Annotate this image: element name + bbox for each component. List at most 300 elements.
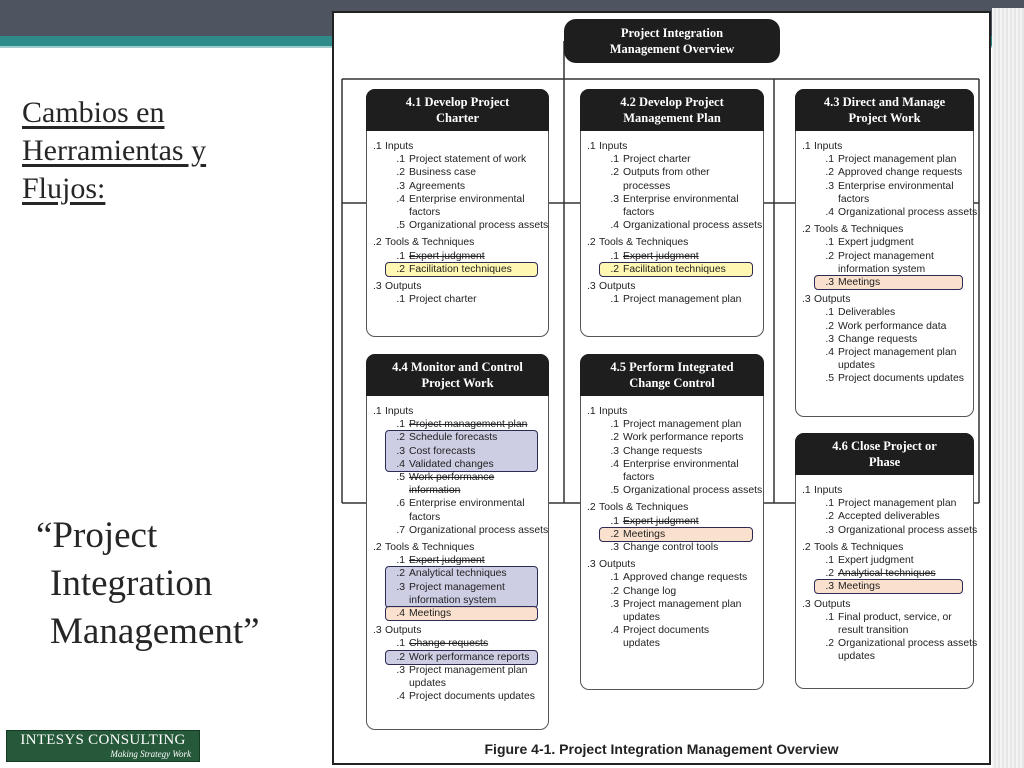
process-item — [587, 431, 759, 444]
process-item — [802, 554, 969, 567]
process-item — [802, 567, 969, 580]
process-item — [373, 567, 544, 580]
process-title-line: 4.4 Monitor and Control — [392, 360, 523, 374]
section-label: Tools & Techniques — [814, 224, 904, 236]
item-number: .2 — [825, 638, 834, 650]
process-item — [587, 219, 763, 232]
item-number: .3 — [825, 524, 834, 536]
process-item-line — [373, 263, 544, 276]
process-item-line — [587, 263, 759, 276]
process-item — [587, 515, 759, 528]
item-number: .2 — [610, 585, 619, 597]
item-text: Project management plan — [623, 598, 742, 610]
item-number: .3 — [825, 333, 834, 345]
process-item-line — [373, 651, 544, 664]
process-item — [587, 484, 763, 497]
item-number: .3 — [610, 598, 619, 610]
item-number: .2 — [396, 651, 405, 663]
item-number: .3 — [825, 180, 834, 192]
item-number: .2 — [825, 568, 834, 580]
item-number: .2 — [396, 167, 405, 179]
section-heading — [587, 405, 759, 418]
process-title — [366, 354, 549, 396]
item-number: .1 — [610, 250, 619, 262]
process-item — [373, 431, 544, 444]
process-item — [373, 250, 544, 263]
item-number: .3 — [396, 664, 405, 676]
slide-title-line: Herramientas y — [22, 134, 207, 167]
item-text: Cost forecasts — [409, 445, 476, 457]
process-item-line — [587, 219, 763, 232]
process-item-line — [373, 166, 544, 179]
item-number: .4 — [610, 220, 619, 232]
process-item — [587, 541, 759, 554]
item-text: factors — [409, 511, 441, 523]
item-number: .1 — [610, 515, 619, 527]
item-number: .1 — [825, 154, 834, 166]
quote-line: Integration — [50, 563, 213, 604]
section-label: Outputs — [814, 598, 851, 610]
section-label: Tools & Techniques — [814, 541, 904, 553]
item-text: Project statement of work — [409, 154, 527, 166]
item-text: Organizational process assets — [409, 524, 549, 536]
process-item-line — [587, 528, 759, 541]
process-item-line — [373, 484, 544, 497]
item-number: .4 — [825, 207, 834, 219]
item-text: Meetings — [838, 277, 881, 289]
section-heading — [587, 140, 759, 153]
item-text: Expert judgment — [409, 555, 485, 567]
section-label: Outputs — [814, 294, 851, 306]
section-number: .1 — [802, 141, 811, 152]
process-item-line — [587, 484, 763, 497]
process-item — [587, 250, 759, 263]
section-label: Outputs — [385, 281, 422, 293]
item-number: .2 — [396, 568, 405, 580]
item-text: Project charter — [409, 294, 477, 306]
item-number: .3 — [396, 445, 405, 457]
section-number: .3 — [373, 281, 382, 293]
item-text: Meetings — [409, 608, 452, 620]
section-heading — [802, 223, 969, 236]
item-text: Project documents — [623, 625, 710, 637]
process-item — [802, 180, 969, 206]
item-text: Approved change requests — [623, 572, 748, 584]
process-title-line: 4.5 Perform Integrated — [610, 360, 734, 374]
process-item — [373, 664, 544, 690]
process-title — [795, 89, 974, 131]
process-item-line — [587, 624, 759, 637]
process-box — [366, 354, 549, 730]
process-item — [373, 524, 549, 537]
item-number: .1 — [396, 294, 405, 306]
process-item-line — [373, 153, 544, 166]
item-text: factors — [623, 207, 655, 219]
item-number: .4 — [396, 193, 405, 205]
section-number: .2 — [587, 502, 596, 514]
process-box — [795, 433, 978, 689]
process-item-line — [373, 206, 544, 219]
item-text: updates — [838, 360, 875, 372]
process-item-line — [373, 554, 544, 567]
process-item — [587, 166, 759, 192]
process-item — [373, 263, 544, 276]
item-text: Organizational process assets — [623, 220, 763, 232]
item-text: Project management plan — [409, 664, 528, 676]
item-number: .2 — [825, 167, 834, 179]
section-label: Inputs — [599, 406, 628, 417]
item-text: Project documents updates — [409, 691, 535, 703]
item-number: .1 — [610, 419, 619, 431]
section-heading — [587, 280, 759, 293]
integration-overview-figure — [332, 11, 991, 765]
item-text: Change requests — [623, 445, 703, 457]
item-text: Change requests — [409, 638, 489, 650]
overview-title-line: Management Overview — [609, 42, 735, 56]
section-number: .3 — [587, 281, 596, 293]
process-item — [587, 458, 759, 484]
process-item-line — [802, 193, 969, 206]
slide-title-line: Flujos: — [22, 172, 106, 205]
item-number: .3 — [610, 445, 619, 457]
section-heading — [373, 140, 544, 153]
process-item-line — [587, 585, 759, 598]
process-item-line — [587, 637, 759, 650]
section-number: .1 — [587, 406, 596, 417]
item-number: .5 — [610, 485, 619, 497]
item-number: .4 — [825, 347, 834, 359]
process-item — [373, 690, 544, 703]
process-item-line — [373, 458, 544, 471]
item-text: result transition — [838, 625, 909, 637]
item-number: .3 — [610, 193, 619, 205]
process-item-line — [373, 293, 544, 306]
item-number: .2 — [610, 167, 619, 179]
process-item — [802, 236, 969, 249]
item-number: .2 — [610, 528, 619, 540]
item-text: Project management plan — [838, 347, 957, 359]
process-item — [802, 637, 978, 663]
process-item-line — [587, 471, 759, 484]
process-item-line — [802, 166, 969, 179]
process-item-line — [373, 567, 544, 580]
process-item-line — [587, 180, 759, 193]
process-item — [587, 528, 759, 541]
section-label: Tools & Techniques — [599, 502, 689, 514]
process-item-line — [587, 571, 759, 584]
process-item — [802, 497, 969, 510]
process-item-line — [587, 206, 759, 219]
process-item-line — [373, 664, 544, 677]
section-number: .2 — [587, 237, 596, 249]
item-text: Project management plan — [838, 154, 957, 166]
process-item-line — [373, 445, 544, 458]
item-text: Project management — [409, 581, 505, 593]
process-item-line — [587, 193, 759, 206]
process-item-line — [587, 515, 759, 528]
item-text: Project management plan — [838, 498, 957, 510]
item-text: Accepted deliverables — [838, 511, 940, 523]
item-text: updates — [838, 651, 875, 663]
section-label: Tools & Techniques — [385, 542, 475, 554]
process-item-line — [587, 293, 759, 306]
process-item — [373, 637, 544, 650]
process-item-line — [802, 524, 978, 537]
item-text: factors — [623, 472, 655, 484]
item-number: .1 — [610, 294, 619, 306]
slide-quote — [36, 512, 336, 656]
process-item-line — [802, 276, 969, 289]
process-item — [802, 510, 969, 523]
process-item — [373, 651, 544, 664]
item-number: .2 — [825, 250, 834, 262]
process-item-line — [373, 607, 544, 620]
process-item-line — [802, 637, 978, 650]
section-heading — [802, 140, 969, 153]
process-item — [587, 153, 759, 166]
process-title-line: Phase — [868, 455, 901, 469]
section-heading — [802, 484, 969, 497]
overview-title-line: Project Integration — [620, 26, 724, 40]
section-number: .1 — [587, 141, 596, 152]
item-text: Work performance reports — [409, 651, 530, 663]
section-label: Tools & Techniques — [599, 237, 689, 249]
process-item — [373, 219, 549, 232]
item-number: .4 — [610, 458, 619, 470]
item-number: .7 — [396, 524, 405, 536]
process-item — [373, 180, 544, 193]
item-number: .2 — [610, 432, 619, 444]
item-text: Project charter — [623, 154, 691, 166]
section-number: .2 — [373, 542, 382, 554]
item-text: Project documents updates — [838, 373, 964, 385]
item-number: .2 — [396, 263, 405, 275]
item-text: Meetings — [623, 528, 666, 540]
process-item — [373, 554, 544, 567]
item-text: Change control tools — [623, 542, 719, 554]
section-number: .3 — [373, 625, 382, 637]
slide-title — [22, 94, 312, 208]
item-number: .1 — [825, 555, 834, 567]
item-number: .1 — [396, 250, 405, 262]
item-text: Schedule forecasts — [409, 432, 498, 444]
process-item — [373, 471, 544, 497]
item-text: Enterprise environmental — [623, 193, 739, 205]
item-text: Deliverables — [838, 307, 896, 319]
process-item — [587, 598, 759, 624]
process-item-line — [373, 594, 544, 607]
item-text: Final product, service, or — [838, 611, 952, 623]
process-item-line — [802, 180, 969, 193]
process-item-line — [802, 650, 969, 663]
item-text: Meetings — [838, 581, 881, 593]
item-number: .1 — [610, 154, 619, 166]
item-text: Work performance data — [838, 320, 947, 332]
item-number: .3 — [610, 542, 619, 554]
process-item — [802, 166, 969, 179]
item-text: Analytical techniques — [409, 568, 507, 580]
process-item-line — [373, 431, 544, 444]
process-item-line — [802, 497, 969, 510]
overview-title — [564, 19, 780, 63]
process-item — [802, 346, 969, 372]
process-box — [795, 89, 978, 417]
item-text: Project management — [838, 250, 934, 262]
item-text: Expert judgment — [838, 555, 914, 567]
item-text: Enterprise environmental — [409, 498, 525, 510]
process-item-line — [373, 219, 549, 232]
item-text: updates — [409, 678, 446, 690]
section-number: .2 — [373, 237, 382, 249]
process-item-line — [802, 346, 969, 359]
item-text: updates — [623, 638, 660, 650]
section-label: Outputs — [599, 281, 636, 293]
section-number: .3 — [802, 598, 811, 610]
item-text: Expert judgment — [623, 250, 699, 262]
process-item — [587, 193, 759, 219]
item-number: .3 — [825, 581, 834, 593]
item-number: .1 — [396, 419, 405, 431]
item-text: Work performance reports — [623, 432, 744, 444]
item-number: .1 — [825, 498, 834, 510]
item-number: .4 — [396, 608, 405, 620]
item-text: processes — [623, 180, 671, 192]
item-number: .5 — [396, 220, 405, 232]
item-text: updates — [623, 612, 660, 624]
process-box — [366, 89, 549, 337]
company-logo — [6, 730, 200, 762]
process-item-line — [373, 193, 544, 206]
process-item-line — [802, 320, 969, 333]
process-item — [373, 166, 544, 179]
item-number: .1 — [825, 237, 834, 249]
process-item-line — [802, 554, 969, 567]
process-item-line — [373, 418, 544, 431]
section-heading — [802, 598, 969, 611]
item-text: Change log — [623, 585, 677, 597]
process-item-line — [587, 445, 759, 458]
item-text: Project management plan — [409, 419, 528, 431]
section-number: .1 — [373, 406, 382, 417]
section-heading — [587, 558, 759, 571]
item-text: Expert judgment — [838, 237, 914, 249]
section-heading — [587, 236, 759, 249]
item-text: Organizational process assets — [838, 524, 978, 536]
process-item-line — [587, 611, 759, 624]
process-item — [587, 624, 759, 650]
section-label: Inputs — [814, 141, 843, 152]
section-label: Inputs — [814, 485, 843, 496]
process-item-line — [587, 541, 759, 554]
process-item-line — [802, 153, 969, 166]
process-item — [373, 193, 544, 219]
process-item-line — [587, 166, 759, 179]
section-number: .1 — [373, 141, 382, 152]
process-item-line — [802, 372, 969, 385]
section-number: .1 — [802, 485, 811, 496]
section-number: .2 — [802, 224, 811, 236]
item-number: .2 — [825, 320, 834, 332]
item-number: .2 — [825, 511, 834, 523]
process-box — [580, 89, 764, 337]
section-number: .2 — [802, 541, 811, 553]
item-text: information system — [409, 594, 497, 606]
process-item-line — [587, 418, 759, 431]
process-title — [580, 354, 764, 396]
process-item-line — [587, 250, 759, 263]
item-text: Enterprise environmental — [409, 193, 525, 205]
item-number: .1 — [396, 154, 405, 166]
item-text: Analytical techniques — [838, 568, 936, 580]
item-text: Organizational process assets — [838, 638, 978, 650]
process-item-line — [802, 611, 969, 624]
item-text: Organizational process assets — [409, 220, 549, 232]
process-title-line: Management Plan — [623, 111, 721, 125]
process-item — [802, 333, 969, 346]
process-box — [580, 354, 764, 690]
process-item-line — [373, 250, 544, 263]
item-text: Business case — [409, 167, 476, 179]
section-label: Outputs — [599, 559, 636, 571]
process-item-line — [373, 524, 549, 537]
process-item-line — [802, 510, 969, 523]
section-heading — [373, 541, 544, 554]
item-number: .4 — [396, 691, 405, 703]
slide-title-line: Cambios en — [22, 96, 165, 129]
item-number: .1 — [825, 307, 834, 319]
process-title-line: 4.2 Develop Project — [620, 95, 724, 109]
item-text: Approved change requests — [838, 167, 963, 179]
process-item-line — [373, 511, 544, 524]
process-item-line — [373, 497, 544, 510]
quote-line: Management” — [50, 611, 260, 652]
process-item-line — [802, 624, 969, 637]
item-text: information system — [838, 263, 926, 275]
section-number: .3 — [802, 294, 811, 306]
item-text: Outputs from other — [623, 167, 710, 179]
section-label: Inputs — [385, 406, 414, 417]
process-item-line — [802, 206, 978, 219]
process-item — [802, 153, 969, 166]
item-text: Organizational process assets — [838, 207, 978, 219]
process-item-line — [802, 236, 969, 249]
section-label: Inputs — [599, 141, 628, 152]
item-number: .1 — [396, 555, 405, 567]
process-item-line — [373, 471, 544, 484]
section-label: Tools & Techniques — [385, 237, 475, 249]
process-item — [587, 445, 759, 458]
process-item-line — [373, 677, 544, 690]
section-heading — [373, 405, 544, 418]
section-heading — [373, 624, 544, 637]
process-item-line — [373, 180, 544, 193]
section-heading — [802, 293, 969, 306]
process-item — [802, 372, 969, 385]
item-number: .5 — [825, 373, 834, 385]
process-item-line — [587, 153, 759, 166]
item-number: .3 — [825, 277, 834, 289]
item-text: Change requests — [838, 333, 918, 345]
item-text: information — [409, 485, 461, 497]
process-item — [587, 571, 759, 584]
item-number: .1 — [825, 611, 834, 623]
process-item — [802, 611, 969, 637]
process-item-line — [802, 306, 969, 319]
process-item — [802, 306, 969, 319]
process-item-line — [802, 359, 969, 372]
process-item — [587, 418, 759, 431]
process-item-line — [802, 333, 969, 346]
